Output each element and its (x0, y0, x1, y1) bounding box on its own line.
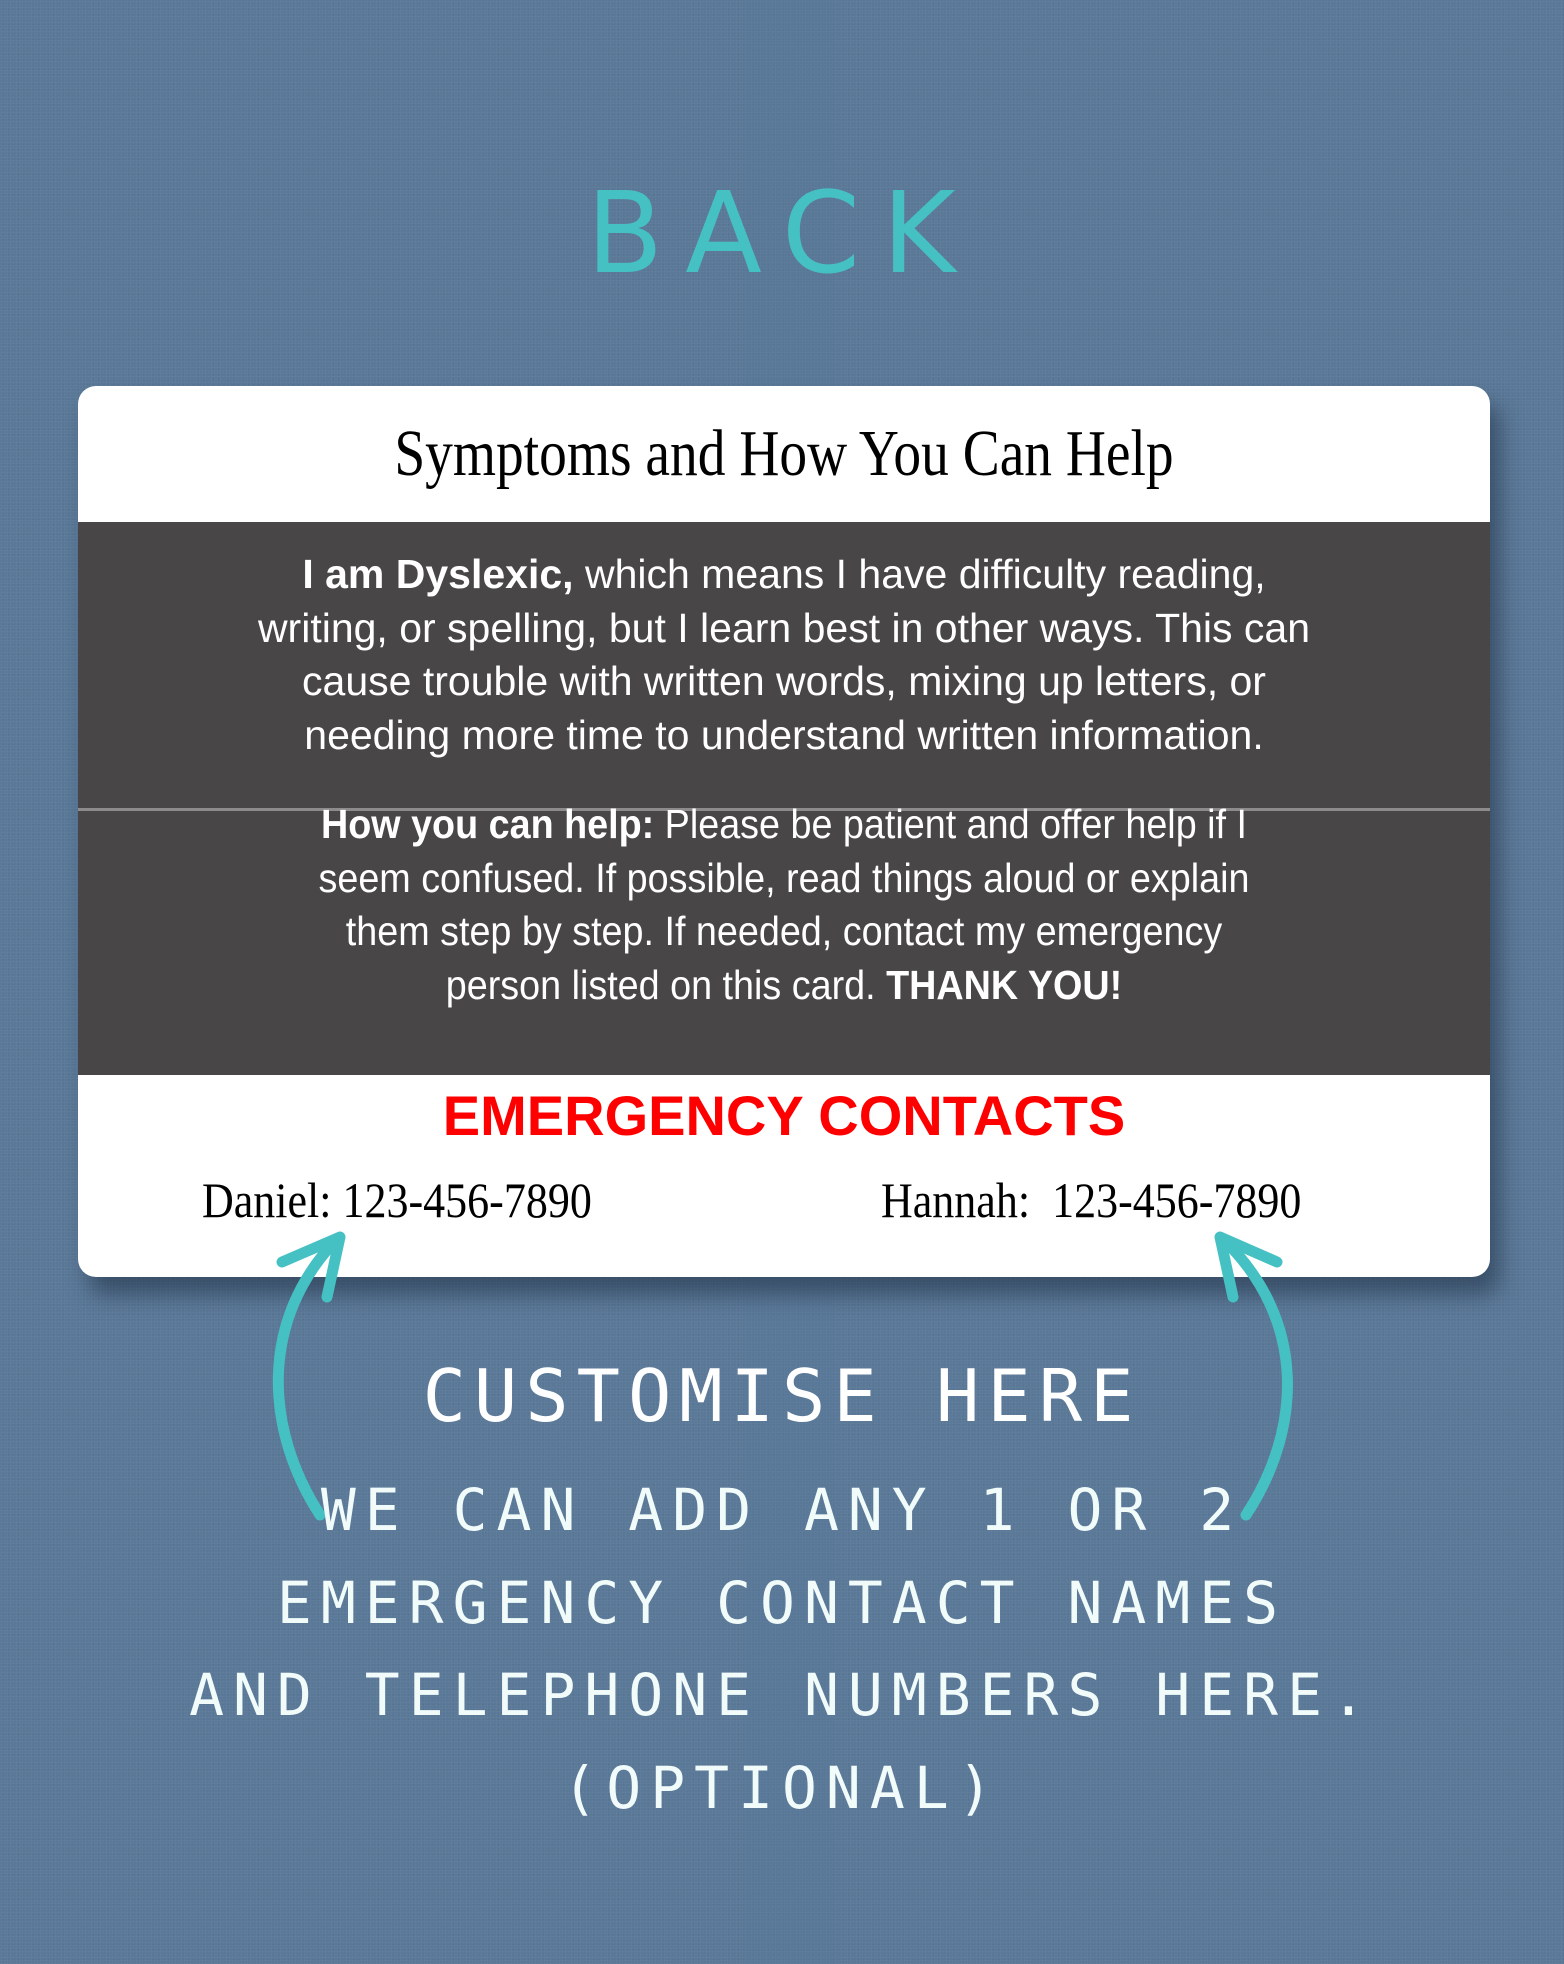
contact-1-name: Daniel: (202, 1172, 332, 1228)
para2-line2: seem confused. If possible, read things aloud or explain (318, 854, 1250, 901)
para1-line1-text: which means I have difficulty reading, (573, 551, 1266, 597)
customise-note-line-3: AND TELEPHONE NUMBERS HERE. (189, 1661, 1375, 1729)
para1-line3: cause trouble with written words, mixing up letters, or (302, 658, 1266, 704)
contact-1-phone: 123-456-7890 (342, 1172, 592, 1228)
customise-note-line-4: (OPTIONAL) (562, 1754, 1002, 1822)
info-block (78, 522, 1490, 1075)
how-to-help (78, 798, 1490, 1012)
para2-line4 (318, 959, 1249, 1013)
contact-2-phone: 123-456-7890 (1052, 1172, 1302, 1228)
emergency-contacts-title: EMERGENCY CONTACTS (442, 1084, 1126, 1147)
thank-you: THANK YOU! (886, 961, 1123, 1008)
para1-line4: needing more time to understand written information. (304, 711, 1264, 758)
para1-line1 (78, 548, 1490, 602)
para2-line1-text: Please be patient and offer help if I (654, 801, 1247, 847)
para1-line2: writing, or spelling, but I learn best in other ways. This can (257, 604, 1311, 651)
customise-note-line-1: WE CAN ADD ANY 1 OR 2 (320, 1476, 1244, 1544)
how-to-help-text (318, 798, 1249, 1012)
customise-note-line-2: EMERGENCY CONTACT NAMES (276, 1569, 1288, 1637)
contact-2 (881, 1170, 1301, 1230)
para2-line4-text: person listed on this card. (445, 961, 887, 1008)
contact-1 (202, 1170, 592, 1230)
para2-line1 (318, 798, 1249, 852)
customise-heading: CUSTOMISE HERE (422, 1354, 1142, 1438)
para2-bold-lead: How you can help: (320, 801, 655, 847)
card-title: Symptoms and How You Can Help (394, 417, 1174, 490)
contact-2-name: Hannah: (881, 1172, 1031, 1228)
dyslexia-description (78, 548, 1490, 762)
medical-card (78, 386, 1490, 1277)
para2-line3: them step by step. If needed, contact my emergency (345, 908, 1223, 954)
para1-bold-lead: I am Dyslexic, (302, 551, 574, 597)
back-heading: BACK (586, 169, 978, 299)
